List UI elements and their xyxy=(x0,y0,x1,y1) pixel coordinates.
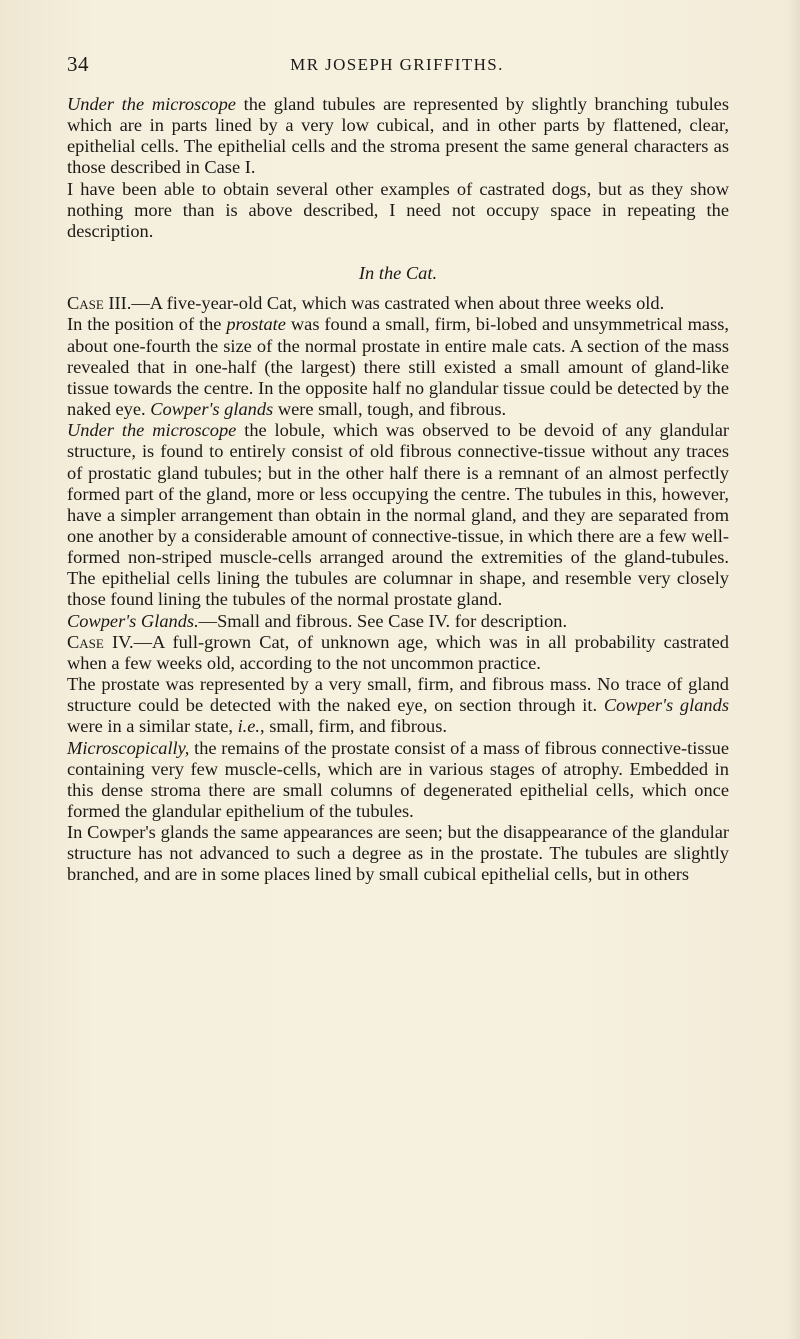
paragraph-case-3 xyxy=(67,293,729,314)
paragraph-text: was found a small, firm, bi-lobed and unsymmetrical mass, about one-fourth the size of the normal prostate in entire male cats. A section of the mass revealed that in one-half (the largest) there still existed a small amount of gland-like tissue towards the centre. In the opposite half no glandular tissue could be detected by the naked eye. xyxy=(67,314,729,420)
page-edge-shadow xyxy=(788,0,800,1339)
paragraph-text: In Cowper's glands the same appearances are seen; but the disappearance of the glandular structure has not advanced to such a degree as in the prostate. The tubules are slightly branched, and are in some places lined by small cubical epithelial cells, but in others xyxy=(67,822,729,885)
running-head: MR JOSEPH GRIFFITHS. xyxy=(290,55,504,74)
paragraph-cat-microscope xyxy=(67,420,729,610)
paragraph-text: , small, firm, and fibrous. xyxy=(260,716,447,737)
paragraph-cowpers-glands xyxy=(67,611,729,632)
paragraph-lead-italic: Microscopically, xyxy=(67,737,190,758)
paragraph-prostate-2 xyxy=(67,674,729,737)
paragraph-text: —A full-grown Cat, of unknown age, which was in all probability castrated when a few weeks old, according to the not uncommon practice. xyxy=(67,631,729,673)
paragraph-case-4 xyxy=(67,632,729,674)
italic-term: Cowper's glands xyxy=(603,695,729,716)
paragraph-text: the gland tubules are represented by slightly branching tubules which are in parts lined by a very low cubical, and in other parts by flattened, clear, epithelial cells. The epithelial cells and the stroma present the same general characters as those described in Case I. xyxy=(67,94,730,178)
paragraph-text: were small, tough, and fibrous. xyxy=(273,399,507,420)
paragraph-text: —A five-year-old Cat, which was castrated when about three weeks old. xyxy=(131,293,665,314)
body-text xyxy=(67,94,729,886)
paragraph-cowpers-last xyxy=(67,822,729,885)
paragraph-dog-microscope xyxy=(67,94,729,179)
section-heading-cat: In the Cat. xyxy=(358,263,438,284)
italic-term: prostate xyxy=(226,314,286,335)
page-header xyxy=(67,52,727,80)
paragraph-other-dogs xyxy=(67,179,729,242)
paragraph-text: The prostate was represented by a very small, firm, and fibrous mass. No trace of gland structure could be detected with the naked eye, on section through it. xyxy=(67,674,729,716)
page-number: 34 xyxy=(67,52,89,76)
paragraph-microscopically xyxy=(67,738,729,823)
paragraph-text: were in a similar state, xyxy=(67,716,238,737)
paragraph-lead-italic: Under the microscope xyxy=(67,420,237,441)
paragraph-text: In the position of the xyxy=(67,314,227,335)
italic-term: Cowper's glands xyxy=(150,399,274,420)
case-label: Case IV. xyxy=(67,631,134,652)
paragraph-prostate xyxy=(67,314,729,420)
paragraph-lead-italic: Under the microscope xyxy=(67,94,236,114)
case-label: Case III. xyxy=(67,293,132,314)
paragraph-text: the remains of the prostate consist of a mass of fibrous connective-tissue containing very few muscle-cells, which are in various stages of atrophy. Embedded in this dense stroma there are small columns of degenerated epithelial cells, which once formed the glandular epithelium of the tubules. xyxy=(67,737,729,821)
paragraph-text: —Small and fibrous. See Case IV. for description. xyxy=(198,610,568,631)
paragraph-lead-italic: Cowper's Glands. xyxy=(67,610,199,631)
paragraph-text: the lobule, which was observed to be devoid of any glandular structure, is found to entirely consist of old fibrous connective-tissue without any traces of prostatic gland tubules; but in the other half there is a remnant of an almost perfectly formed part of the gland, more or less occupying the centre. The tubules in this, however, have a simpler arrangement than obtain in the normal gland, and they are separated from one another by a considerable amount of connective-tissue, in which there are a few well-formed non-striped muscle-cells arranged around the extremities of the gland-tubules. The epithelial cells lining the tubules are columnar in shape, and resemble very closely those found lining the tubules of the normal prostate gland. xyxy=(67,420,730,610)
italic-term: i.e. xyxy=(237,716,261,737)
paragraph-text: I have been able to obtain several other examples of castrated dogs, but as they show nothing more than is above described, I need not occupy space in repeating the description. xyxy=(67,178,729,241)
